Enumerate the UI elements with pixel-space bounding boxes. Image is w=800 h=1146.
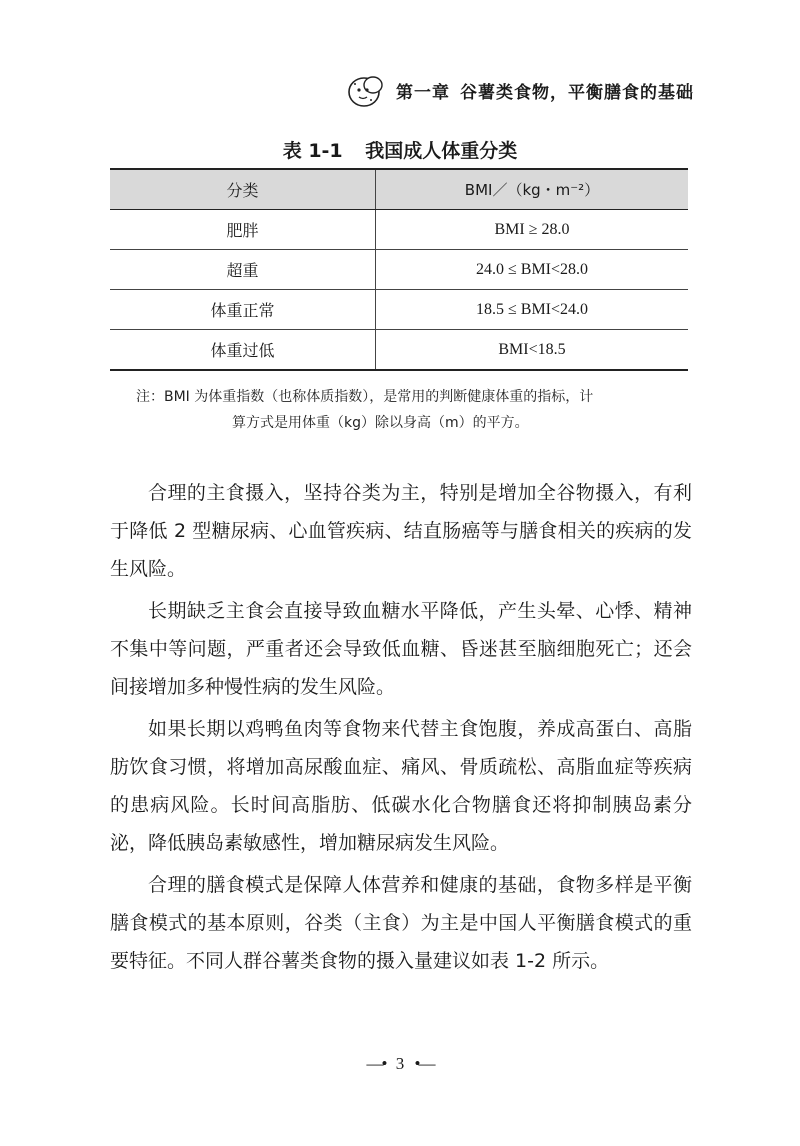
- paragraph: 如果长期以鸡鸭鱼肉等食物来代替主食饱腹，养成高蛋白、高脂肪饮食习惯，将增加高尿酸血症、痛风、骨质疏松、高脂血症等疾病的患病风险。长时间高脂肪、低碳水化合物膳食还将抑制胰岛素分泌，降低胰岛素敏感性，增加糖尿病发生风险。: [110, 718, 692, 854]
- category-cell: 超重: [110, 250, 376, 290]
- table-row: [110, 290, 688, 330]
- paragraph: 合理的膳食模式是保障人体营养和健康的基础，食物多样是平衡膳食模式的基本原则，谷类（主食）为主是中国人平衡膳食模式的重要特征。不同人群谷薯类食物的摄入量建议如表 1-2 所示。: [110, 874, 692, 972]
- bmi-cell: BMI ≥ 28.0: [376, 210, 689, 250]
- bmi-cell: 24.0 ≤ BMI<28.0: [376, 250, 689, 290]
- bmi-cell: 18.5 ≤ BMI<24.0: [376, 290, 689, 330]
- paragraph: 长期缺乏主食会直接导致血糖水平降低，产生头晕、心悸、精神不集中等问题，严重者还会导致低血糖、昏迷甚至脑细胞死亡；还会间接增加多种慢性病的发生风险。: [110, 600, 692, 698]
- category-cell: 体重正常: [110, 290, 376, 330]
- table-number: 表 1-1: [282, 140, 343, 162]
- chapter-label: 第一章: [396, 82, 450, 103]
- body-text: [110, 474, 692, 980]
- category-cell: 肥胖: [110, 210, 376, 250]
- header-bmi: BMI／（kg・m⁻²）: [376, 169, 689, 210]
- paragraph: 合理的主食摄入，坚持谷类为主，特别是增加全谷物摄入，有利于降低 2 型糖尿病、心血管疾病、结直肠癌等与膳食相关的疾病的发生风险。: [110, 482, 692, 580]
- note-line-1: 注：BMI 为体重指数（也称体质指数），是常用的判断健康体重的指标，计: [136, 389, 594, 405]
- table-title: [0, 136, 800, 163]
- header-category: 分类: [110, 169, 376, 210]
- category-cell: 体重过低: [110, 330, 376, 371]
- chapter-title: 谷薯类食物，平衡膳食的基础: [460, 82, 694, 103]
- bmi-classification-table: [110, 168, 688, 371]
- page-footer: [0, 1054, 800, 1074]
- table-row: [110, 210, 688, 250]
- page-number: 3: [395, 1054, 405, 1073]
- potato-mascot-icon: [346, 70, 386, 110]
- note-line-2: 算方式是用体重（kg）除以身高（m）的平方。: [232, 415, 529, 431]
- bmi-cell: BMI<18.5: [376, 330, 689, 371]
- table-row: [110, 330, 688, 371]
- running-header: [346, 70, 694, 110]
- left-dash-ornament: —•: [366, 1054, 386, 1073]
- table-row: [110, 250, 688, 290]
- table-caption: 我国成人体重分类: [365, 140, 518, 162]
- table-header-row: [110, 169, 688, 210]
- table-note: [136, 384, 676, 436]
- right-dash-ornament: •—: [414, 1054, 434, 1073]
